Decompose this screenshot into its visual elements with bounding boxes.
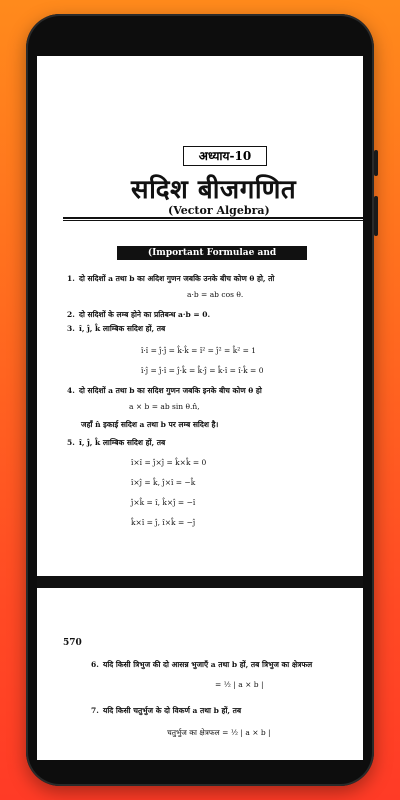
item-text: î, ĵ, k̂ लाम्बिक सदिश हों, तब (79, 438, 166, 447)
item-number: 3. (67, 324, 75, 333)
item-number: 4. (67, 386, 75, 395)
formula: î×ĵ = k̂, ĵ×î = −k̂ (131, 478, 196, 487)
item-text: यदि किसी चतुर्भुज के दो विकर्ण a तथा b हों, तब (103, 706, 242, 715)
document-viewer[interactable] (37, 56, 363, 760)
item-number: 6. (91, 660, 99, 669)
item-text: दो सदिशों a तथा b का अदिश गुणन जबकि उनके बीच कोण θ हो, तो (79, 274, 275, 283)
divider (63, 217, 363, 219)
volume-up-button (374, 150, 378, 176)
formula: ĵ×k̂ = î, k̂×ĵ = −î (131, 498, 196, 507)
item-text: दो सदिशों के लम्ब होने का प्रतिबन्ध a·b = 0. (79, 310, 211, 319)
item-number: 7. (91, 706, 99, 715)
power-button (374, 196, 378, 236)
page-separator (37, 576, 363, 588)
formula: k̂×î = ĵ, î×k̂ = −ĵ (131, 518, 196, 527)
formula: î×î = ĵ×ĵ = k̂×k̂ = 0 (131, 458, 207, 467)
formula: î·î = ĵ·ĵ = k̂·k̂ = î² = ĵ² = k̂² = 1 (141, 346, 257, 355)
item-text: यदि किसी त्रिभुज की दो आसन्न भुजाएँ a तथा b हों, तब त्रिभुज का क्षेत्रफल (103, 660, 313, 669)
divider (63, 220, 363, 221)
book-page (37, 56, 363, 576)
formula: = ½ | a × b | (215, 680, 264, 689)
chapter-title: सदिश बीजगणित (131, 175, 297, 205)
item-number: 1. (67, 274, 75, 283)
chapter-label: अध्याय-10 (183, 146, 267, 166)
item-number: 2. (67, 310, 75, 319)
formula: a·b = ab cos θ. (187, 290, 244, 299)
book-page (37, 588, 363, 760)
section-banner: (Important Formulae and Definitions) (117, 246, 307, 260)
item-number: 5. (67, 438, 75, 447)
chapter-subtitle: (Vector Algebra) (168, 204, 270, 217)
item-note: जहाँ n̂ इकाई सदिश a तथा b पर लम्ब सदिश है। (81, 420, 219, 429)
formula: î·ĵ = ĵ·î = ĵ·k̂ = k̂·ĵ = k̂·î = î·k̂ = 0 (141, 366, 264, 375)
item-text: दो सदिशों a तथा b का सदिश गुणन जबकि इनके बीच कोण θ हो (79, 386, 262, 395)
formula: चतुर्भुज का क्षेत्रफल = ½ | a × b | (167, 728, 271, 737)
page-number: 570 (63, 638, 82, 648)
formula: a × b = ab sin θ.n̂, (129, 402, 200, 411)
item-text: î, ĵ, k̂ लाम्बिक सदिश हों, तब (79, 324, 166, 333)
